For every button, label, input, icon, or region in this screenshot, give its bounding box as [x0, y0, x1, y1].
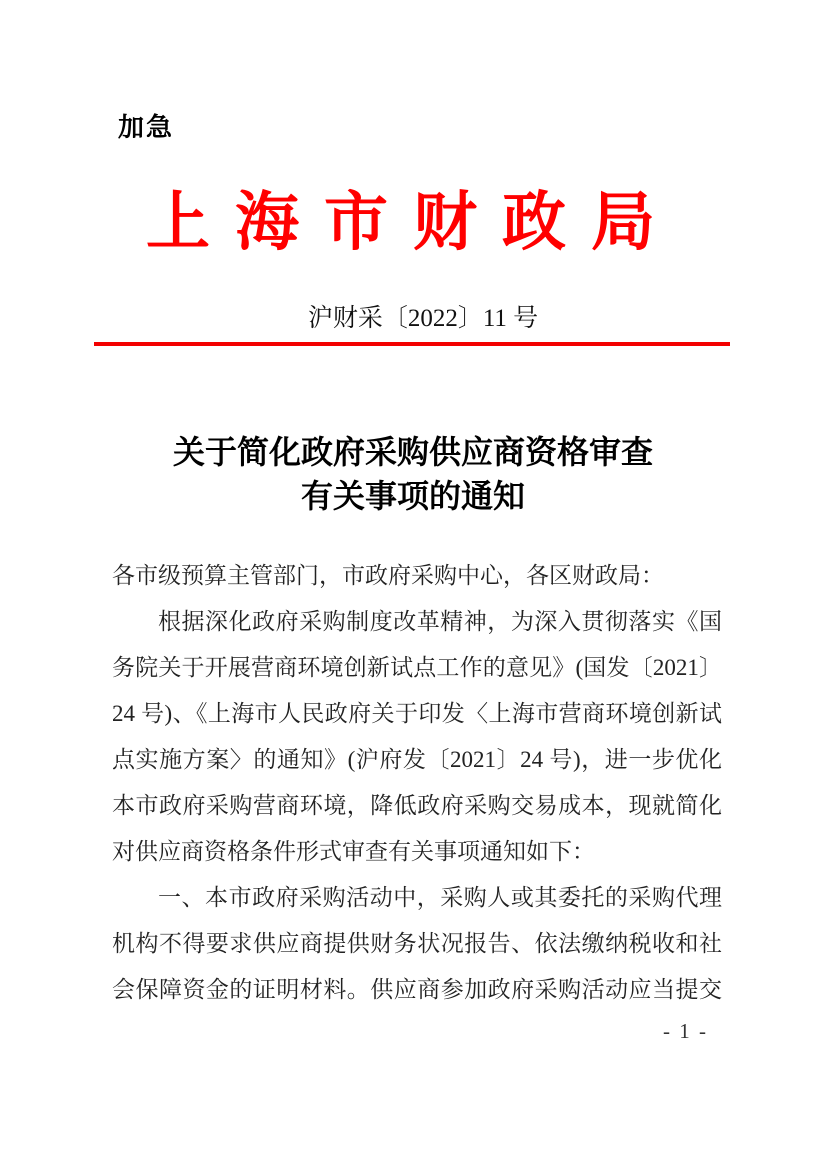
notice-title-line2: 有关事项的通知: [300, 478, 525, 514]
body-line: 点实施方案〉的通知》(沪府发〔2021〕24 号)，进一步优化: [112, 747, 722, 772]
body-line: 24 号)、《上海市人民政府关于印发〈上海市营商环境创新试: [112, 701, 722, 726]
org-title: 上海市财政局: [146, 187, 680, 258]
body-line-salutation: 各市级预算主管部门，市政府采购中心，各区财政局：: [112, 563, 664, 588]
notice-title-line1: 关于简化政府采购供应商资格审查: [172, 434, 653, 470]
body-line: 务院关于开展营商环境创新试点工作的意见》(国发〔2021〕: [112, 655, 722, 680]
page-number: - 1 -: [663, 1019, 708, 1043]
body-line: 会保障资金的证明材料。供应商参加政府采购活动应当提交: [112, 977, 722, 1002]
doc-number: 沪财采〔2022〕11 号: [307, 305, 539, 332]
body-line: 根据深化政府采购制度改革精神，为深入贯彻落实《国: [158, 609, 722, 634]
letterhead-divider: [94, 342, 730, 346]
body-line: 一、本市政府采购活动中，采购人或其委托的采购代理: [158, 885, 722, 910]
body-line: 机构不得要求供应商提供财务状况报告、依法缴纳税收和社: [112, 931, 722, 956]
notice-title: [0, 430, 826, 518]
notice-body: [112, 553, 722, 1013]
body-line: 对供应商资格条件形式审查有关事项通知如下：: [112, 839, 595, 864]
urgency-label: 加急: [118, 112, 175, 142]
body-line: 本市政府采购营商环境，降低政府采购交易成本，现就简化: [112, 793, 722, 818]
